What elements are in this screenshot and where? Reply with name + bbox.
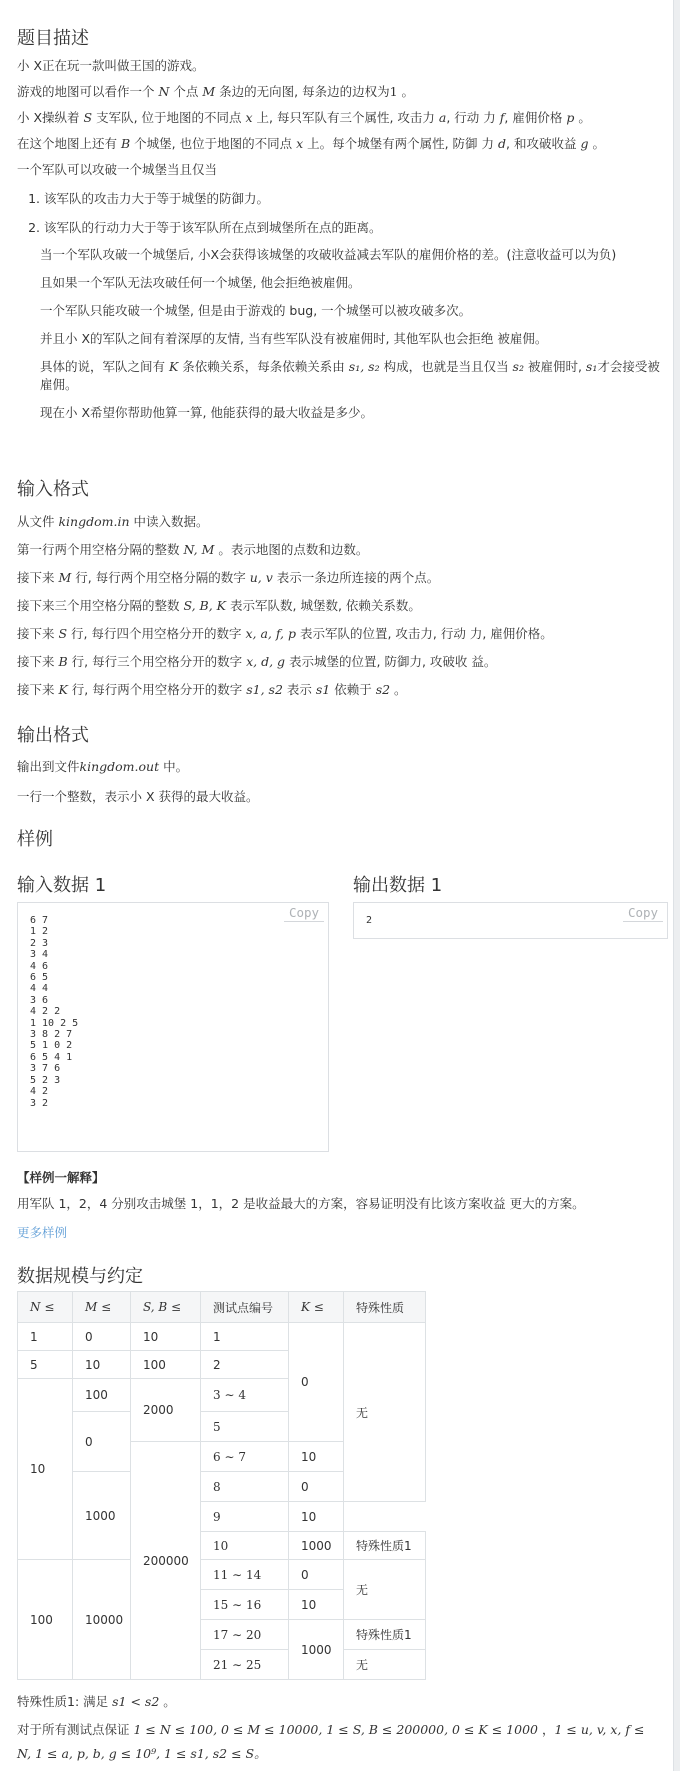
note-special-1: 特殊性质1: 满足 s1 < s2 。 bbox=[17, 1694, 176, 1709]
table-cell: 10 bbox=[289, 1442, 344, 1472]
sample-input-label: 输入数据 1 bbox=[17, 875, 107, 896]
table-cell: 0 bbox=[73, 1412, 131, 1472]
sample-input-box[interactable] bbox=[17, 902, 329, 1152]
condition-item-2: 2. 该军队的行动力大于等于该军队所在点到城堡所在点的距离。 bbox=[28, 220, 382, 235]
table-cell: 1000 bbox=[289, 1620, 344, 1680]
output-o2: 一行一个整数，表示小 X 获得的最大收益。 bbox=[17, 789, 259, 804]
copy-input-button[interactable]: Copy bbox=[284, 905, 324, 922]
table-header: S, B ≤ bbox=[131, 1292, 201, 1323]
table-header: 测试点编号 bbox=[201, 1292, 289, 1323]
table-cell: 10000 bbox=[73, 1560, 131, 1680]
table-cell: 17 ∼ 20 bbox=[201, 1620, 289, 1650]
copy-output-button[interactable]: Copy bbox=[623, 905, 663, 922]
table-cell: 2000 bbox=[131, 1379, 201, 1442]
table-cell: 1 bbox=[201, 1323, 289, 1351]
sample-output-data: 2 bbox=[366, 915, 373, 926]
note-constraints: 对于所有测试点保证 1 ≤ N ≤ 100, 0 ≤ M ≤ 10000, 1 ≤ S, B ≤ 200000, 0 ≤ K ≤ 1000 ，1 ≤ u, v, x, f ≤ bbox=[17, 1722, 645, 1737]
table-header: K ≤ bbox=[289, 1292, 344, 1323]
desc-i2: 且如果一个军队无法攻破任何一个城堡, 他会拒绝被雇佣。 bbox=[40, 275, 361, 290]
desc-i1: 当一个军队攻破一个城堡后, 小X会获得该城堡的攻破收益减去军队的雇佣价格的差。(注意收益可以为负) bbox=[40, 247, 617, 262]
table-cell: 0 bbox=[289, 1323, 344, 1442]
desc-title: 题目描述 bbox=[17, 28, 89, 49]
table-cell: 21 ∼ 25 bbox=[201, 1650, 289, 1680]
input-q2: 第一行两个用空格分隔的整数 N, M 。表示地图的点数和边数。 bbox=[17, 542, 369, 557]
table-cell: 5 bbox=[201, 1412, 289, 1442]
output-title: 输出格式 bbox=[17, 725, 89, 746]
table-cell: 0 bbox=[289, 1560, 344, 1590]
desc-i5: 具体的说，军队之间有 K 条依赖关系，每条依赖关系由 s₁, s₂ 构成，也就是当且仅当 s₂ 被雇佣时, s₁才会接受被 bbox=[40, 359, 660, 374]
desc-i5-cont: 雇佣。 bbox=[40, 377, 78, 392]
table-cell: 3 ∼ 4 bbox=[201, 1379, 289, 1412]
table-cell: 10 bbox=[131, 1323, 201, 1351]
table-row bbox=[18, 1560, 426, 1590]
sample-output-label: 输出数据 1 bbox=[353, 875, 443, 896]
table-cell: 1 bbox=[18, 1323, 73, 1351]
table-cell: 2 bbox=[201, 1351, 289, 1379]
table-cell: 0 bbox=[73, 1323, 131, 1351]
desc-i6: 现在小 X希望你帮助他算一算, 他能获得的最大收益是多少。 bbox=[40, 405, 373, 420]
table-cell: 0 bbox=[289, 1472, 344, 1502]
table-cell: 5 bbox=[18, 1351, 73, 1379]
sample-output-box[interactable] bbox=[353, 902, 668, 939]
sample-explain-title: 【样例一解释】 bbox=[17, 1170, 105, 1185]
table-cell: 10 bbox=[201, 1532, 289, 1560]
table-cell: 无 bbox=[344, 1323, 426, 1502]
desc-p4: 在这个地图上还有 B 个城堡, 也位于地图的不同点 x 上。每个城堡有两个属性, 防御 力 d, 和攻破收益 g 。 bbox=[17, 136, 605, 151]
table-cell: 8 bbox=[201, 1472, 289, 1502]
table-cell: 15 ∼ 16 bbox=[201, 1590, 289, 1620]
desc-i4: 并且小 X的军队之间有着深厚的友情, 当有些军队没有被雇佣时, 其他军队也会拒绝 被雇佣。 bbox=[40, 331, 548, 346]
table-header-row bbox=[18, 1292, 426, 1323]
table-cell: 10 bbox=[18, 1379, 73, 1560]
table-cell: 1000 bbox=[73, 1472, 131, 1560]
input-title: 输入格式 bbox=[17, 479, 89, 500]
table-cell: 200000 bbox=[131, 1442, 201, 1680]
input-q3: 接下来 M 行, 每行两个用空格分隔的数字 u, v 表示一条边所连接的两个点。 bbox=[17, 570, 440, 585]
table-cell: 100 bbox=[73, 1379, 131, 1412]
sample-explain: 用军队 1，2，4 分别攻击城堡 1，1，2 是收益最大的方案，容易证明没有比该方案收益 更大的方案。 bbox=[17, 1196, 585, 1211]
table-cell: 6 ∼ 7 bbox=[201, 1442, 289, 1472]
condition-item-1: 1. 该军队的攻击力大于等于城堡的防御力。 bbox=[28, 191, 270, 206]
input-q5: 接下来 S 行, 每行四个用空格分开的数字 x, a, f, p 表示军队的位置, 攻击力, 行动 力, 雇佣价格。 bbox=[17, 626, 553, 641]
table-cell: 11 ∼ 14 bbox=[201, 1560, 289, 1590]
desc-p3: 小 X操纵着 S 支军队, 位于地图的不同点 x 上, 每只军队有三个属性, 攻击力 a, 行动 力 f, 雇佣价格 p 。 bbox=[17, 110, 591, 125]
input-q1: 从文件 kingdom.in 中读入数据。 bbox=[17, 514, 209, 529]
table-header: 特殊性质 bbox=[344, 1292, 426, 1323]
table-cell: 1000 bbox=[289, 1532, 344, 1560]
input-q6: 接下来 B 行, 每行三个用空格分开的数字 x, d, g 表示城堡的位置, 防御力, 攻破收 益。 bbox=[17, 654, 497, 669]
table-cell: 特殊性质1 bbox=[344, 1532, 426, 1560]
note-constraints-cont: N, 1 ≤ a, p, b, g ≤ 10⁹, 1 ≤ s1, s2 ≤ S。 bbox=[17, 1746, 267, 1761]
desc-p1: 小 X正在玩一款叫做王国的游戏。 bbox=[17, 58, 205, 73]
table-cell: 100 bbox=[18, 1560, 73, 1680]
output-o1: 输出到文件kingdom.out 中。 bbox=[17, 759, 189, 774]
sample-input-data: 6 7 1 2 2 3 3 4 4 6 6 5 4 4 3 6 4 2 2 1 10 2 5 3 8 2 7 5 1 0 2 6 5 4 1 3 7 6 5 2 3 4 2 3 2 bbox=[30, 915, 79, 1109]
table-cell: 10 bbox=[289, 1590, 344, 1620]
input-q7: 接下来 K 行, 每行两个用空格分开的数字 s1, s2 表示 s1 依赖于 s2 。 bbox=[17, 682, 407, 697]
desc-p5: 一个军队可以攻破一个城堡当且仅当 bbox=[17, 162, 218, 177]
data-scale-table bbox=[17, 1291, 426, 1680]
table-cell: 10 bbox=[73, 1351, 131, 1379]
table-header: N ≤ bbox=[18, 1292, 73, 1323]
table-cell: 无 bbox=[344, 1650, 426, 1680]
table-cell: 10 bbox=[289, 1502, 344, 1532]
scale-title: 数据规模与约定 bbox=[17, 1266, 143, 1287]
table-header: M ≤ bbox=[73, 1292, 131, 1323]
desc-p2: 游戏的地图可以看作一个 N 个点 M 条边的无向图, 每条边的边权为1 。 bbox=[17, 84, 415, 99]
table-cell: 9 bbox=[201, 1502, 289, 1532]
sample-title: 样例 bbox=[17, 829, 53, 850]
table-row bbox=[18, 1323, 426, 1351]
page-edge bbox=[673, 0, 680, 1771]
table-cell: 100 bbox=[131, 1351, 201, 1379]
table-cell: 无 bbox=[344, 1560, 426, 1620]
table-cell: 特殊性质1 bbox=[344, 1620, 426, 1650]
more-samples-link[interactable]: 更多样例 bbox=[17, 1225, 68, 1240]
input-q4: 接下来三个用空格分隔的整数 S, B, K 表示军队数, 城堡数, 依赖关系数。 bbox=[17, 598, 421, 613]
desc-i3: 一个军队只能攻破一个城堡, 但是由于游戏的 bug, 一个城堡可以被攻破多次。 bbox=[40, 303, 472, 318]
